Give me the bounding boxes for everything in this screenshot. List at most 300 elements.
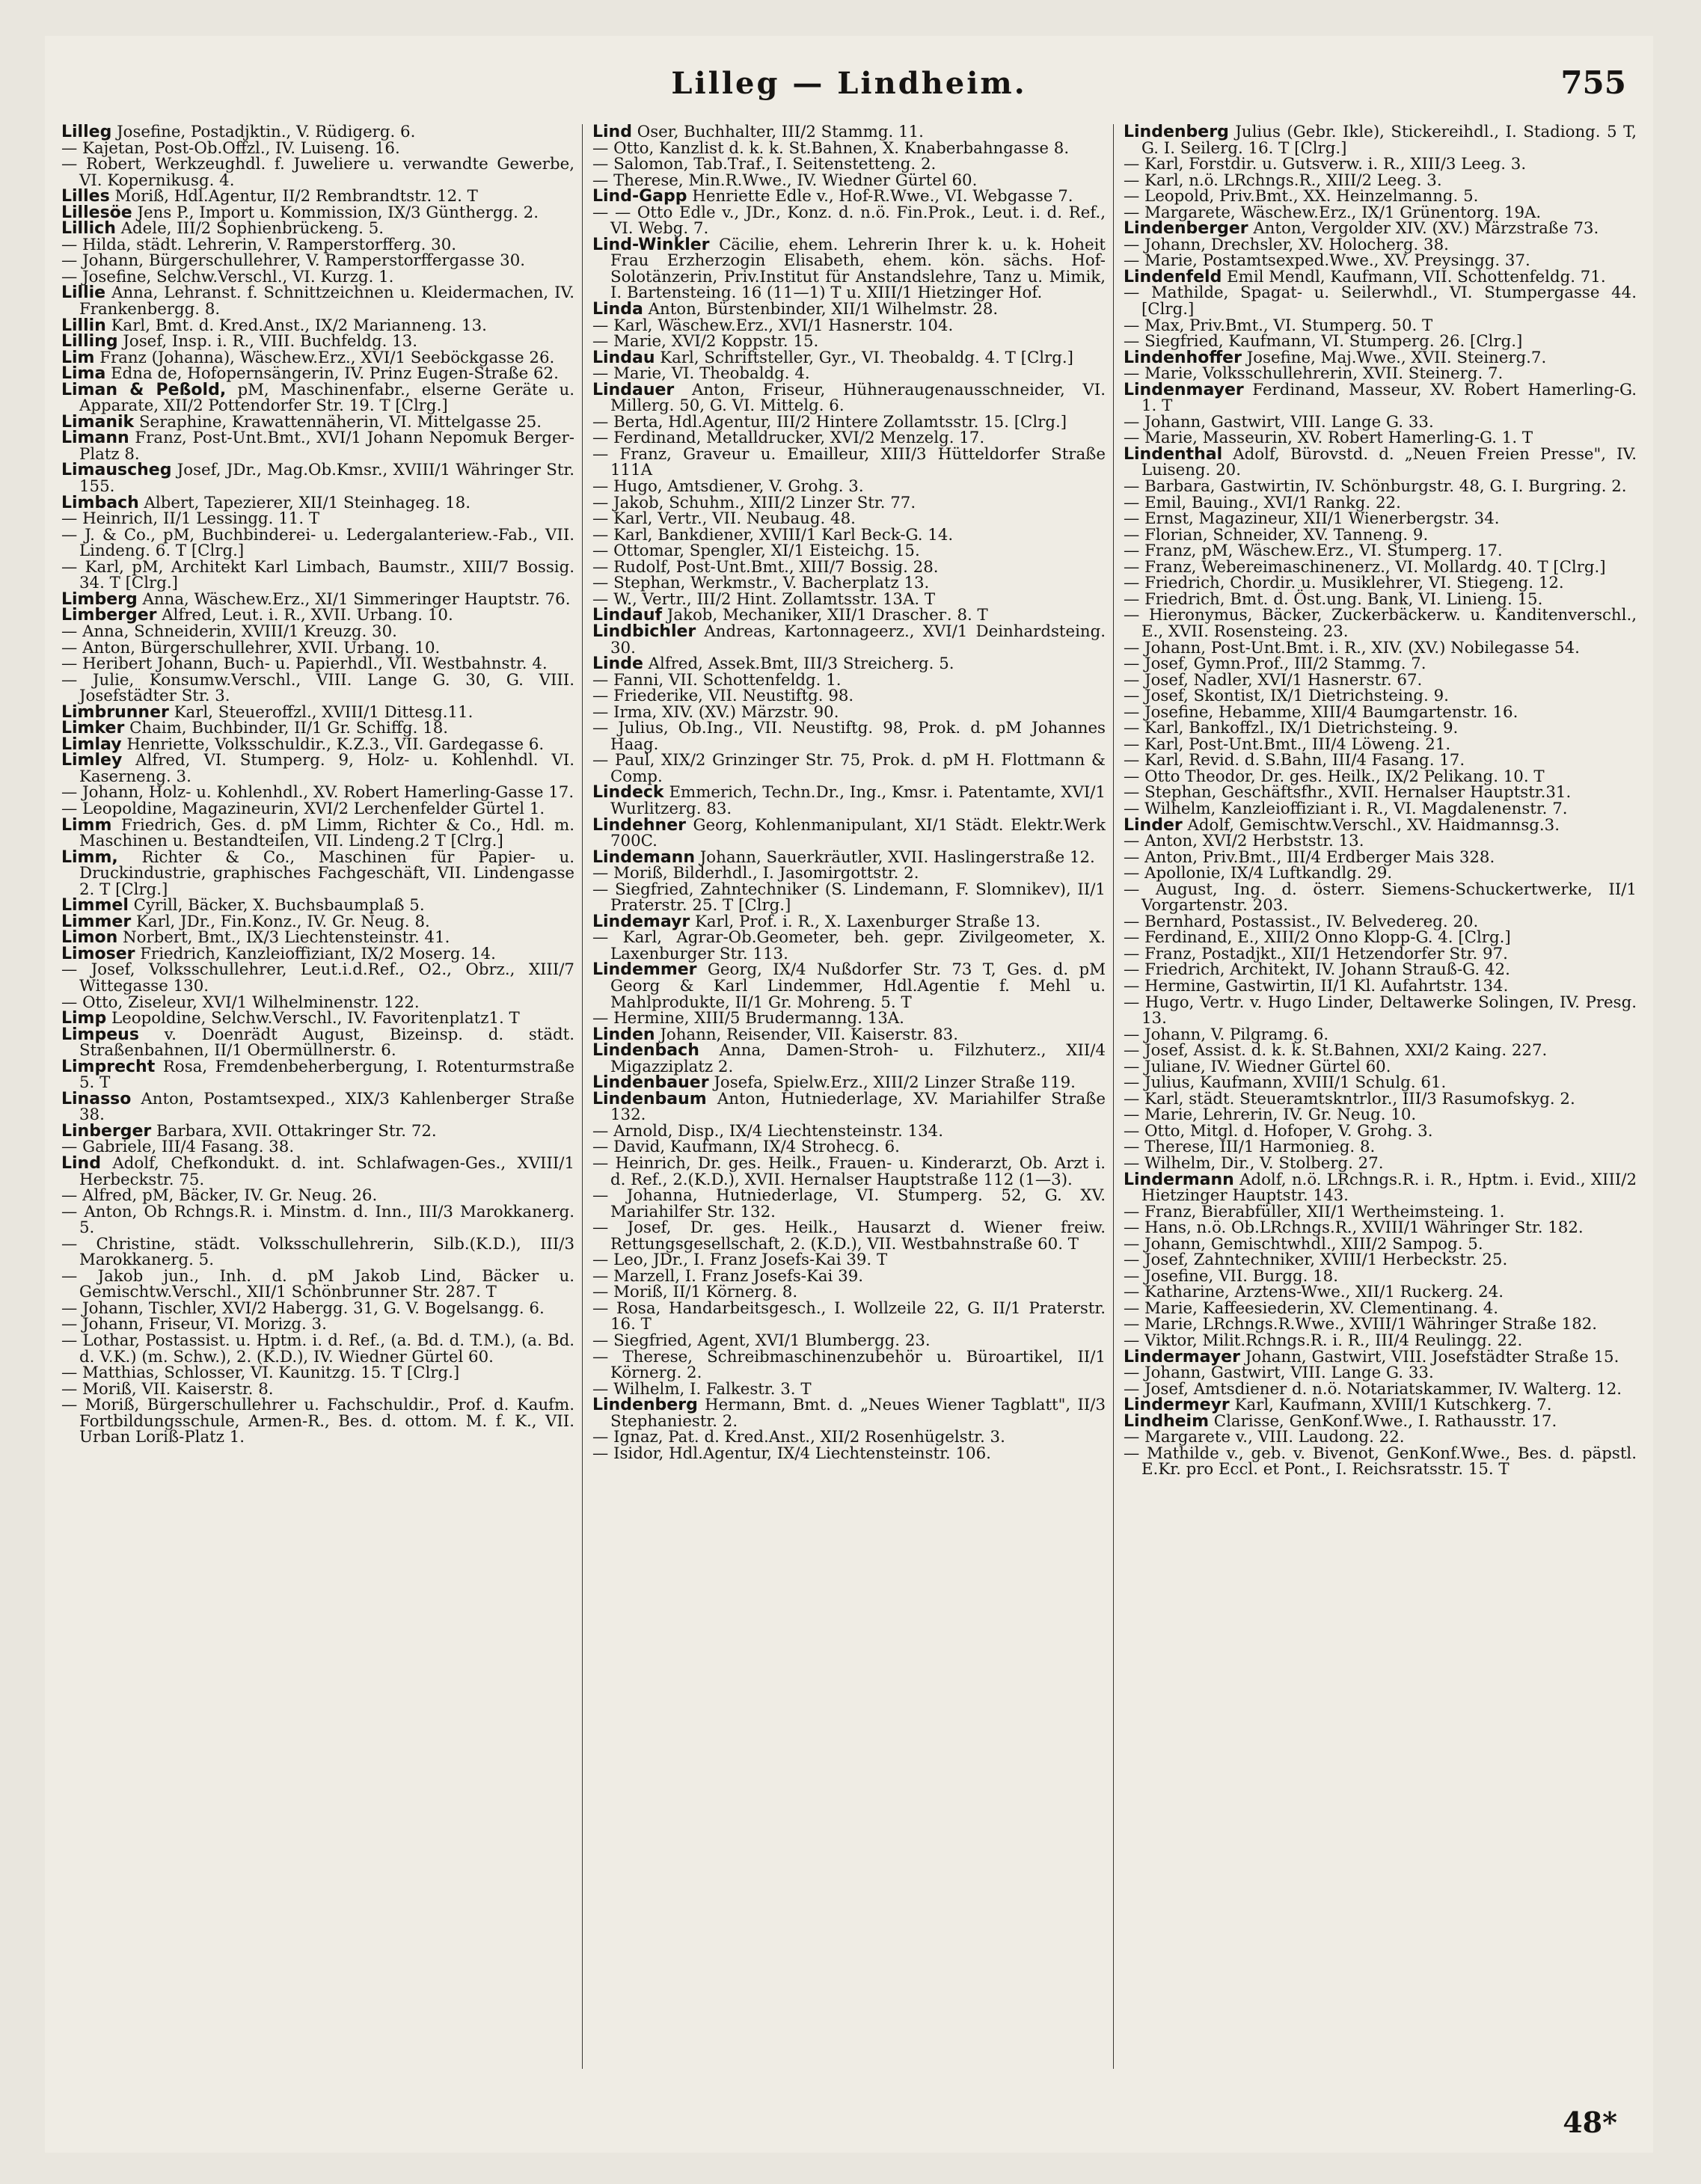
- entry-details: Zahntechniker, XVIII/1 Herbeckstr. 25.: [1188, 1251, 1508, 1270]
- entry-details: Leopoldine, Selchw.Verschl., IV. Favoritenplatz1. T: [106, 1009, 520, 1028]
- entry-name: Lindenberg: [592, 1396, 698, 1415]
- directory-entry: [592, 1298, 1106, 1334]
- entry-details: Gastwirtin, IV. Schönburgstr. 48, G. I. Burgring. 2.: [1215, 477, 1627, 497]
- entry-details: Gastwirtin, II/1 Kl. Aufahrtstr. 134.: [1220, 976, 1509, 996]
- entry-name: — Heribert: [61, 654, 153, 674]
- directory-entry: [1124, 1298, 1637, 1318]
- entry-details: Friseur, VI. Morizg. 3.: [144, 1315, 327, 1334]
- entry-name: Limbach: [61, 493, 139, 512]
- entry-name: — Barbara,: [1124, 477, 1216, 497]
- entry-name: — Josef,: [1124, 670, 1189, 690]
- entry-details: Alfred, Assek.Bmt, III/3 Streicherg. 5.: [643, 654, 954, 674]
- directory-entry: [592, 1446, 1106, 1462]
- entry-details: städt. Lehrerin, V. Ramperstorfferg. 30.: [131, 235, 457, 254]
- entry-details: Milit.Rchngs.R. i. R., III/4 Reulingg. 22.: [1197, 1331, 1523, 1351]
- entry-name: — Johann,: [1124, 412, 1207, 432]
- entry-name: Limpeus: [61, 1025, 139, 1044]
- entry-details: LRchngs.R.Wwe., XVIII/1 Währinger Straße 182.: [1197, 1315, 1598, 1334]
- directory-entry: [1124, 173, 1637, 189]
- entry-details: Lehrerin, IV. Gr. Neug. 10.: [1197, 1105, 1417, 1125]
- entry-name: Lind: [61, 1154, 101, 1173]
- entry-details: Edna de, Hofopernsängerin, IV. Prinz Eugen-Straße 62.: [105, 364, 559, 384]
- directory-entry: [1124, 914, 1637, 930]
- entry-name: Limp: [61, 1009, 107, 1028]
- directory-entry: [1124, 946, 1637, 963]
- entry-name: Lindbichler: [592, 622, 696, 641]
- directory-entry: [61, 237, 574, 254]
- entry-name: Lillin: [61, 316, 106, 335]
- entry-details: Kaffeesiederin, XV. Clementinang. 4.: [1197, 1298, 1499, 1318]
- directory-entry: [1124, 575, 1637, 592]
- directory-entry: [61, 253, 574, 269]
- entry-details: E., XIII/2 Onno Klopp-G. 4. [Clrg.]: [1232, 928, 1511, 948]
- directory-entry: [61, 930, 574, 946]
- entry-name: — Max,: [1124, 316, 1185, 335]
- directory-entry: [592, 720, 1106, 752]
- entry-details: Bürgerschullehrer, XVII. Urbang. 10.: [135, 638, 441, 657]
- directory-entry: [1124, 124, 1637, 156]
- directory-column-3: [1124, 124, 1637, 2069]
- entry-details: Schuhm., XIII/2 Linzer Str. 77.: [663, 493, 916, 512]
- entry-details: Anton, Bürstenbinder, XII/1 Wilhelmstr. 28.: [643, 300, 999, 319]
- directory-entry: [1124, 769, 1637, 785]
- entry-details: Karl, Prof. i. R., X. Laxenburger Straße 13.: [690, 912, 1040, 931]
- directory-entry: [61, 318, 574, 334]
- entry-name: — Karl,: [592, 509, 653, 529]
- directory-entry: [1124, 156, 1637, 173]
- entry-name: — Jakob jun.,: [61, 1266, 200, 1286]
- entry-details: Cäcilie, ehem. Lehrerin Ihrer k. u. k. Hoheit Frau Erzherzogin Elisabeth, ehem. kön. sächs. Hof-Solotänzerin, Priv.Institut für Anstandslehre, Tanz u. Mimik, I. Bartensteing. 16 (11—1) T u. XIII/1 Hietzinger Hof.: [610, 235, 1106, 303]
- directory-entry: [1124, 640, 1637, 657]
- entry-name: — Julie,: [61, 670, 135, 690]
- entry-name: — Karl,: [592, 316, 653, 335]
- directory-entry: [592, 188, 1106, 205]
- entry-details: Kaufmann, IX/4 Strohecg. 6.: [665, 1138, 900, 1157]
- entry-details: Anton, Vergolder XIV. (XV.) Märzstraße 73.: [1248, 219, 1599, 239]
- entry-details: Volksschullehrer, Leut.i.d.Ref., O2., Obrz., XIII/7 Wittegasse 130.: [79, 960, 574, 996]
- entry-details: Drechsler, XV. Holocherg. 38.: [1206, 235, 1449, 254]
- entry-name: — Karl,: [1124, 171, 1184, 190]
- directory-entry: [592, 318, 1106, 334]
- entry-name: — Florian,: [1124, 525, 1208, 545]
- entry-name: — Wilhelm,: [1124, 1154, 1216, 1173]
- entry-details: JDr., I. Franz Josefs-Kai 39. T: [648, 1251, 888, 1270]
- entry-name: — Ernst,: [1124, 509, 1194, 529]
- entry-name: — Siegfried,: [592, 1331, 693, 1351]
- directory-entry: [592, 414, 1106, 431]
- entry-details: Bankdiener, XVIII/1 Karl Beck-G. 14.: [652, 525, 954, 545]
- entry-name: Limon: [61, 928, 118, 948]
- entry-name: — Anton,: [1124, 847, 1198, 867]
- entry-name: Lindenberg: [1124, 124, 1229, 141]
- directory-entry: [1124, 366, 1637, 382]
- entry-details: Magazineurin, XVI/2 Lerchenfelder Gürtel 1.: [177, 799, 545, 818]
- directory-entry: [1124, 1333, 1637, 1349]
- directory-entry: [592, 1349, 1106, 1381]
- entry-name: — W.,: [592, 589, 637, 609]
- entry-details: Kanzlist d. k. k. St.Bahnen, X. Knaberbahngasse 8.: [654, 138, 1070, 158]
- entry-name: — Bernhard,: [1124, 912, 1227, 931]
- entry-name: — David,: [592, 1138, 666, 1157]
- entry-name: Lind: [592, 124, 632, 141]
- entry-name: — Isidor,: [592, 1444, 664, 1463]
- directory-entry: [592, 1333, 1106, 1349]
- entry-details: Anna, Wäschew.Erz., XI/1 Simmeringer Hauptstr. 76.: [137, 589, 571, 609]
- entry-details: Josef, JDr., Mag.Ob.Kmsr., XVIII/1 Währinger Str. 155.: [79, 461, 574, 497]
- entry-details: Moriß, Hdl.Agentur, II/2 Rembrandtstr. 12. T: [109, 187, 478, 206]
- entry-name: — Marzell,: [592, 1266, 680, 1286]
- entry-details: Anton, Postamtsexped., XIX/3 Kahlenberger Straße 38.: [79, 1089, 574, 1125]
- entry-details: Skontist, IX/1 Dietrichsteing. 9.: [1188, 687, 1449, 706]
- entry-details: Schneiderin, XVIII/1 Kreuzg. 30.: [129, 622, 397, 641]
- entry-name: Limmer: [61, 912, 132, 931]
- entry-name: — Hans,: [1124, 1218, 1192, 1238]
- entry-name: — Katharine,: [1124, 1283, 1230, 1302]
- entry-name: — Emil,: [1124, 493, 1187, 512]
- entry-name: Lindermayer: [1124, 1347, 1240, 1366]
- entry-name: — Margarete: [1124, 1428, 1231, 1447]
- entry-details: Bierabfüller, XII/1 Wertheimsteing. 1.: [1196, 1202, 1505, 1221]
- entry-details: Adolf, Chefkondukt. d. int. Schlafwagen-Ges., XVIII/1 Herbeckstr. 75.: [79, 1154, 574, 1189]
- directory-entry: [1124, 479, 1637, 495]
- entry-name: Linden: [592, 1025, 655, 1044]
- directory-entry: [592, 847, 1106, 867]
- directory-entry: [1124, 559, 1637, 576]
- entry-name: — Julius,: [1124, 1073, 1195, 1093]
- directory-entry: [1124, 1075, 1637, 1091]
- directory-entry: [592, 124, 1106, 141]
- entry-details: Nadler, XVI/1 Hasnerstr. 67.: [1188, 670, 1423, 690]
- entry-details: Emil Mendl, Kaufmann, VII. Schottenfeldg. 71.: [1222, 267, 1606, 286]
- directory-entry: [61, 1298, 574, 1318]
- entry-name: Lindau: [592, 348, 655, 367]
- entry-details: Tab.Traf., I. Seitenstetteng. 2.: [688, 155, 937, 174]
- entry-details: Bmt. d. Öst.ung. Bank, VI. Linieng. 15.: [1225, 589, 1543, 609]
- entry-name: — Johann,: [61, 1298, 144, 1318]
- directory-entry: [592, 543, 1106, 559]
- directory-entry: [61, 1266, 574, 1302]
- directory-entry: [61, 221, 574, 237]
- entry-details: Ferdinand, Masseur, XV. Robert Hamerling-G. 1. T: [1141, 380, 1637, 416]
- directory-entry: [61, 589, 574, 609]
- entry-details: pM, Buchbinderei- u. Ledergalanteriew.-Fab., VII. Lindeng. 6. T [Clrg.]: [79, 525, 574, 561]
- entry-details: Bürgerschullehrer, V. Ramperstorffergasse 30.: [144, 251, 526, 271]
- entry-name: Linda: [592, 300, 643, 319]
- entry-details: Vertr., III/2 Hint. Zollamtsstr. 13A. T: [637, 589, 936, 609]
- entry-details: VI. Theobaldg. 4.: [666, 364, 810, 384]
- directory-entry: [592, 350, 1106, 366]
- directory-entry: [61, 734, 574, 754]
- directory-entry: [61, 640, 574, 657]
- entry-details: Johann, Buch- u. Papierhdl., VII. Westbahnstr. 4.: [152, 654, 548, 674]
- entry-name: Lindenberger: [1124, 219, 1248, 239]
- entry-details: Zahntechniker (S. Lindemann, F. Slomnikev), II/1 Praterstr. 25. T [Clrg.]: [610, 880, 1106, 915]
- directory-entry: [1124, 1059, 1637, 1076]
- entry-name: — Johann,: [61, 783, 144, 803]
- directory-entry: [61, 1397, 574, 1446]
- entry-name: — Josef,: [61, 960, 135, 980]
- entry-name: — Moriß,: [592, 1283, 668, 1302]
- entry-details: Karl, JDr., Fin.Konz., IV. Gr. Neug. 8.: [131, 912, 430, 931]
- entry-name: — Friederike,: [592, 687, 703, 706]
- entry-name: — Gabriele,: [61, 1138, 157, 1157]
- column-divider: [1113, 124, 1114, 2069]
- entry-details: Ob.Ing., VII. Neustiftg. 98, Prok. d. pM Johannes Haag.: [610, 719, 1106, 754]
- directory-entry: [61, 269, 574, 286]
- entry-details: Hdl.Agentur, IX/4 Liechtensteinstr. 106.: [663, 1444, 991, 1463]
- entry-details: Forstdir. u. Gutsverw. i. R., XIII/3 Leeg. 3.: [1183, 155, 1527, 174]
- entry-details: Jens P., Import u. Kommission, IX/3 Günthergg. 2.: [132, 203, 539, 222]
- directory-entry: [61, 914, 574, 930]
- entry-details: Volksschullehrerin, XVII. Steinerg. 7.: [1197, 364, 1504, 384]
- entry-details: Andreas, Kartonnageerz., XVI/1 Deinhardsteing. 30.: [610, 622, 1106, 657]
- entry-details: Georg, Kohlenmanipulant, XI/1 Städt. Elektr.Werk 700C.: [610, 815, 1106, 851]
- entry-details: Karl, Schriftsteller, Gyr., VI. Theobaldg. 4. T [Clrg.]: [655, 348, 1073, 367]
- directory-entry: [1124, 414, 1637, 431]
- directory-entry: [1124, 607, 1637, 639]
- entry-name: — Josef,: [1124, 687, 1189, 706]
- entry-name: — Paul,: [592, 751, 655, 770]
- directory-entry: [1124, 253, 1637, 269]
- entry-name: — Karl,: [1124, 1089, 1184, 1108]
- entry-name: — Rudolf,: [592, 557, 671, 577]
- directory-entry: [1124, 1043, 1637, 1059]
- directory-entry: [1124, 1220, 1637, 1236]
- entry-details: Holz- u. Kohlenhdl., XV. Robert Hamerling-Gasse 17.: [144, 783, 574, 803]
- page-number: 755: [1560, 64, 1626, 101]
- entry-details: IV. Wiedner Gürtel 60.: [1205, 1057, 1391, 1076]
- entry-name: — — Otto: [592, 203, 673, 222]
- entry-details: Post-Unt.Bmt., III/4 Löweng. 21.: [1183, 734, 1451, 754]
- entry-name: — Moriß,: [61, 1379, 137, 1399]
- entry-name: — Otto,: [592, 138, 655, 158]
- entry-details: XIV. (XV.) Märzstr. 90.: [657, 702, 839, 722]
- directory-entry: [61, 495, 574, 512]
- entry-name: — Ferdinand,: [592, 429, 702, 448]
- entry-name: — Anna,: [61, 622, 129, 641]
- entry-name: — Heinrich,: [592, 1154, 691, 1173]
- directory-entry: [61, 1091, 574, 1123]
- entry-name: — Franz,: [1124, 542, 1197, 561]
- entry-details: Gymn.Prof., III/2 Stammg. 7.: [1188, 654, 1426, 674]
- directory-entry: [61, 138, 574, 158]
- directory-entry: [1124, 815, 1637, 835]
- directory-entry: [592, 1220, 1106, 1252]
- directory-entry: [1124, 237, 1637, 254]
- entry-name: — Karl,: [1124, 719, 1184, 738]
- directory-entry: [592, 479, 1106, 495]
- directory-entry: [61, 1123, 574, 1140]
- directory-entry: [592, 527, 1106, 544]
- entry-details: III/1 Harmonieg. 8.: [1214, 1138, 1376, 1157]
- entry-name: Limmel: [61, 896, 129, 915]
- entry-details: VII. Kaiserstr. 8.: [136, 1379, 274, 1399]
- entry-details: I. Falkestr. 3. T: [684, 1379, 812, 1399]
- entry-details: XVI/2 Koppstr. 15.: [666, 332, 819, 352]
- entry-name: — Anton,: [61, 1202, 138, 1221]
- directory-entry: [592, 962, 1106, 1010]
- entry-name: — Wilhelm,: [1124, 799, 1216, 818]
- entry-name: — Leo,: [592, 1251, 649, 1270]
- entry-name: Lindemann: [592, 847, 695, 867]
- entry-details: Post-Ob.Offzl., IV. Luiseng. 16.: [149, 138, 400, 158]
- entry-details: V. Pilgramg. 6.: [1206, 1025, 1329, 1044]
- directory-entry: [592, 672, 1106, 689]
- entry-details: Mitgl. d. Hofoper, V. Grohg. 3.: [1185, 1121, 1433, 1141]
- entry-name: Lindermann: [1124, 1170, 1234, 1189]
- entry-name: — Hugo,: [592, 477, 663, 497]
- entry-name: — Johann,: [1124, 1025, 1207, 1044]
- entry-name: — Josefine,: [1124, 702, 1214, 722]
- directory-entry: [592, 702, 1106, 722]
- directory-entry: [1124, 752, 1637, 769]
- directory-entry: [1124, 656, 1637, 672]
- entry-name: — Josef,: [592, 1218, 672, 1238]
- entry-name: — Friedrich,: [1124, 960, 1225, 980]
- directory-entry: [61, 559, 574, 592]
- directory-entry: [1124, 1349, 1637, 1366]
- entry-details: Agent, XVI/1 Blumbergg. 23.: [692, 1331, 931, 1351]
- entry-details: pM, Wäschew.Erz., VI. Stumperg. 17.: [1196, 542, 1503, 561]
- entry-name: — Stephan,: [592, 574, 686, 593]
- directory-entry: [592, 1091, 1106, 1123]
- directory-entry: [592, 785, 1106, 817]
- entry-details: v., VIII. Laudong. 22.: [1230, 1428, 1405, 1447]
- entry-name: — Karl,: [61, 557, 124, 577]
- directory-entry: [61, 1059, 574, 1091]
- entry-details: Dr. ges. Heilk., Hausarzt d. Wiener freiw. Rettungsgesellschaft, 2. (K.D.), VII. Westbahnstraße 60. T: [610, 1218, 1106, 1254]
- entry-details: Johann, Gastwirt, VIII. Josefstädter Straße 15.: [1239, 1347, 1619, 1366]
- directory-entry: [61, 414, 574, 431]
- entry-details: Cyrill, Bäcker, X. Buchsbaumplaß 5.: [128, 896, 425, 915]
- directory-entry: [1124, 785, 1637, 801]
- directory-entry: [1124, 511, 1637, 527]
- directory-entry: [1124, 688, 1637, 705]
- entry-details: pM, Bäcker, IV. Gr. Neug. 26.: [137, 1186, 378, 1206]
- entry-details: Dr. ges. Heilk., IX/2 Pelikang. 10. T: [1255, 767, 1545, 786]
- entry-details: Adele, III/2 Sophienbrückeng. 5.: [115, 219, 384, 239]
- entry-details: n.ö. LRchngs.R., XIII/2 Leeg. 3.: [1183, 171, 1442, 190]
- directory-entry: [61, 898, 574, 914]
- directory-entry: [1124, 318, 1637, 334]
- directory-entry: [61, 1381, 574, 1398]
- entry-name: — Marie,: [1124, 251, 1198, 271]
- entry-details: Vertr., VII. Neubaug. 48.: [652, 509, 856, 529]
- directory-entry: [61, 672, 574, 705]
- entry-name: — Anton,: [61, 638, 136, 657]
- entry-details: Schreibmaschinenzubehör u. Büroartikel, II/1 Körnerg. 2.: [610, 1347, 1106, 1383]
- directory-entry: [61, 720, 574, 737]
- directory-entry: [1124, 334, 1637, 350]
- entry-name: Lindehner: [592, 815, 686, 835]
- entry-details: Clarisse, GenKonf.Wwe., I. Rathausstr. 17.: [1209, 1411, 1557, 1431]
- directory-entry: [1124, 1156, 1637, 1172]
- directory-entry: [1124, 1316, 1637, 1333]
- directory-entry: [1124, 543, 1637, 559]
- entry-details: Postadjkt., XII/1 Hetzendorfer Str. 97.: [1196, 944, 1508, 963]
- directory-entry: [61, 1236, 574, 1269]
- directory-entry: [1124, 221, 1637, 237]
- entry-name: — Hermine,: [592, 1009, 690, 1028]
- entry-details: Spagat- u. Seilerwhdl., VI. Stumpergasse 44. [Clrg.]: [1141, 283, 1637, 319]
- entry-name: — Alfred,: [61, 1186, 138, 1206]
- directory-entry: [61, 156, 574, 188]
- directory-entry: [1124, 1123, 1637, 1140]
- directory-entry: [592, 1123, 1106, 1140]
- directory-entry: [1124, 495, 1637, 512]
- entry-details: III/4 Fasang. 38.: [156, 1138, 295, 1157]
- directory-entry: [592, 589, 1106, 609]
- entry-name: Lilling: [61, 332, 118, 352]
- entry-details: Priv.Bmt., VI. Stumperg. 50. T: [1184, 316, 1433, 335]
- directory-entry: [61, 205, 574, 221]
- directory-entry: [61, 382, 574, 414]
- directory-entry: [592, 1252, 1106, 1269]
- entry-details: Albert, Tapezierer, XII/1 Steinhageg. 18.: [138, 493, 471, 512]
- directory-entry: [1124, 350, 1637, 366]
- directory-entry: [61, 285, 574, 317]
- directory-entry: [1124, 702, 1637, 722]
- entry-details: Georg, IX/4 Nußdorfer Str. 73 T, Ges. d. pM Georg & Karl Lindemmer, Hdl.Agentie f. Mehl u. Mahlprodukte, II/1 Gr. Mohreng. 5. T: [610, 960, 1106, 1012]
- entry-name: — Siegfried,: [592, 880, 694, 899]
- entry-details: Revid. d. S.Bahn, III/4 Fasang. 17.: [1183, 751, 1465, 770]
- entry-name: — Franz,: [1124, 1202, 1197, 1221]
- directory-entry: [61, 1156, 574, 1188]
- directory-entry: [61, 461, 574, 497]
- entry-name: — Franz,: [1124, 557, 1197, 577]
- entry-details: Henriette Edle v., Hof-R.Wwe., VI. Webgasse 7.: [687, 187, 1073, 206]
- directory-entry: [592, 1284, 1106, 1301]
- entry-name: — Juliane,: [1124, 1057, 1206, 1076]
- directory-entry: [1124, 285, 1637, 317]
- directory-entry: [592, 656, 1106, 672]
- entry-name: Lillich: [61, 219, 116, 239]
- entry-details: Geschäftsfhr., XVII. Hernalser Hauptstr.31.: [1216, 783, 1572, 803]
- directory-entry: [1124, 801, 1637, 818]
- entry-name: Limlay: [61, 734, 122, 754]
- entry-name: — Irma,: [592, 702, 658, 722]
- entry-name: — Johanna,: [592, 1186, 698, 1206]
- entry-name: — Hieronymus,: [1124, 606, 1253, 625]
- entry-name: Lindenthal: [1124, 444, 1223, 464]
- entry-details: Post-Unt.Bmt., XIII/7 Bossig. 28.: [670, 557, 939, 577]
- entry-name: — Mathilde,: [1124, 283, 1229, 303]
- directory-entry: [592, 382, 1106, 414]
- entry-details: Min.R.Wwe., IV. Wiedner Gürtel 60.: [683, 171, 978, 190]
- entry-name: — Johann,: [1124, 638, 1207, 657]
- directory-entry: [592, 575, 1106, 592]
- entry-name: — Otto Theodor,: [1124, 767, 1256, 786]
- entry-details: Gastwirt, VIII. Lange G. 33.: [1206, 1364, 1434, 1383]
- directory-entry: [61, 785, 574, 801]
- entry-name: — Siegfried,: [1124, 332, 1224, 352]
- directory-entry: [592, 173, 1106, 189]
- entry-name: Lindenmayer: [1124, 380, 1244, 399]
- directory-entry: [61, 1204, 574, 1236]
- entry-name: — Lothar,: [61, 1331, 141, 1351]
- entry-name: — Marie,: [592, 332, 666, 352]
- entry-details: Adolf, Bürovstd. d. „Neuen Freien Presse", IV. Luiseng. 20.: [1141, 444, 1637, 480]
- directory-entry: [61, 350, 574, 366]
- directory-entry: [1124, 1411, 1637, 1431]
- entry-name: — Karl,: [592, 525, 653, 545]
- entry-name: — Franz,: [1124, 944, 1197, 963]
- entry-details: XVI/2 Herbststr. 13.: [1198, 832, 1364, 851]
- entry-details: pM, Architekt Karl Limbach, Baumstr., XIII/7 Bossig. 34. T [Clrg.]: [79, 557, 574, 593]
- entry-name: — Moriß,: [61, 1396, 140, 1415]
- entry-details: Alfred, VI. Stumperg. 9, Holz- u. Kohlenhdl. VI. Kaserneng. 3.: [79, 751, 574, 786]
- entry-details: VII. Neustiftg. 98.: [702, 687, 854, 706]
